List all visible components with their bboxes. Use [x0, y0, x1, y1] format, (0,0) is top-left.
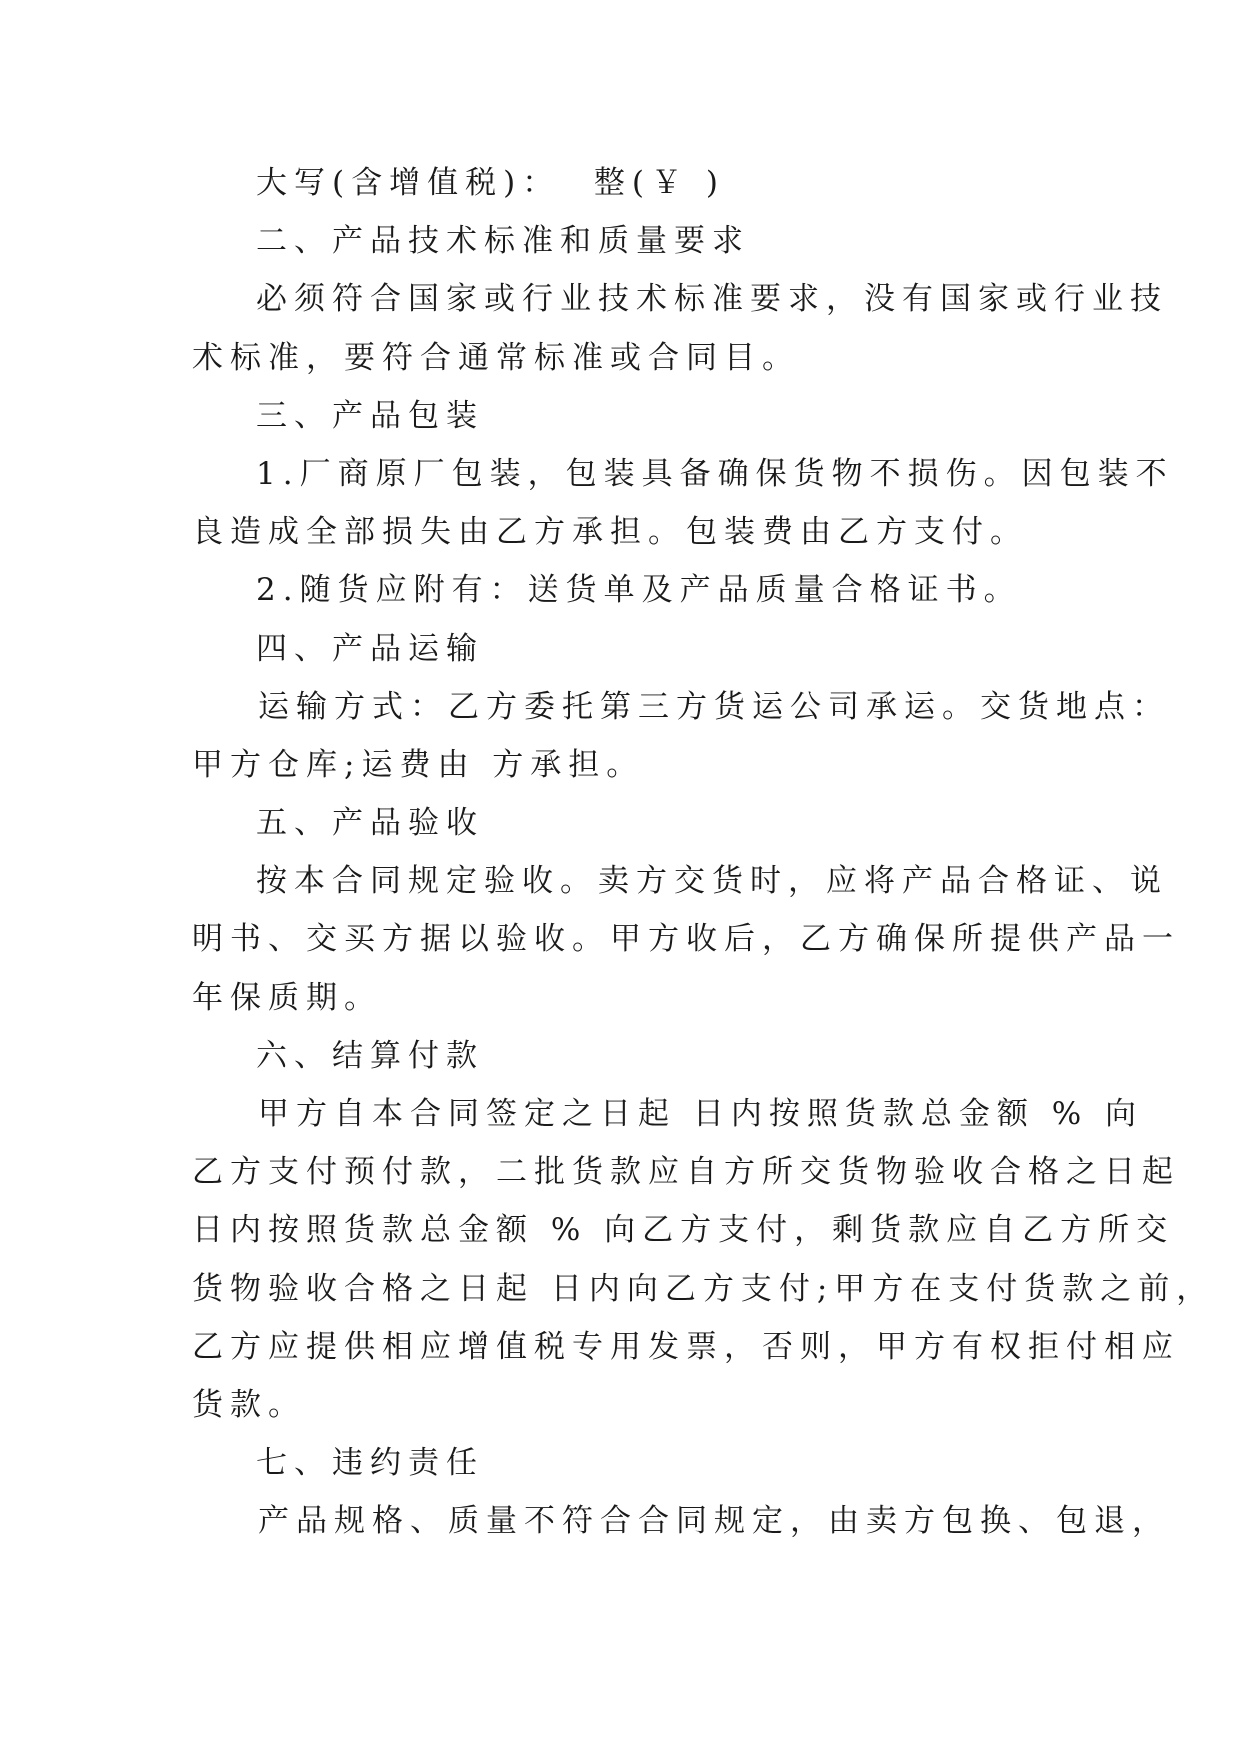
paragraph-line: 按本合同规定验收。卖方交货时，应将产品合格证、说 [256, 863, 1168, 900]
price-capital-line: 大写(含增值税)： 整(￥ ) [256, 165, 725, 201]
paragraph-line: 良造成全部损失由乙方承担。包装费由乙方支付。 [192, 514, 1028, 551]
paragraph-line: 货物验收合格之日起 日内向乙方支付;甲方在支付货款之前， [192, 1270, 1215, 1307]
paragraph-line: 明书、交买方据以验收。甲方收后，乙方确保所提供产品一 [192, 921, 1180, 958]
paragraph-line: 日内按照货款总金额 % 向乙方支付，剩货款应自乙方所交 [192, 1212, 1175, 1249]
paragraph-line: 运输方式：乙方委托第三方货运公司承运。交货地点： [258, 688, 1170, 725]
paragraph-line: 年保质期。 [192, 979, 382, 1016]
section-heading-4: 四、产品运输 [256, 630, 484, 667]
section-heading-3: 三、产品包装 [256, 397, 484, 434]
section-heading-7: 七、违约责任 [256, 1445, 484, 1482]
paragraph-line: 甲方自本合同签定之日起 日内按照货款总金额 % 向 [258, 1096, 1144, 1132]
paragraph-line: 必须符合国家或行业技术标准要求，没有国家或行业技 [256, 281, 1168, 318]
section-heading-2: 二、产品技术标准和质量要求 [256, 223, 750, 260]
section-heading-5: 五、产品验收 [256, 805, 484, 842]
paragraph-line: 甲方仓库;运费由 方承担。 [192, 746, 645, 783]
section-heading-6: 六、结算付款 [256, 1037, 484, 1074]
paragraph-line: 产品规格、质量不符合合同规定，由卖方包换、包退， [258, 1503, 1170, 1540]
paragraph-line: 货款。 [192, 1386, 306, 1423]
paragraph-line: 乙方支付预付款，二批货款应自方所交货物验收合格之日起 [192, 1154, 1180, 1191]
document-page [192, 154, 1215, 1551]
paragraph-line: 术标准，要符合通常标准或合同目。 [192, 339, 800, 376]
paragraph-line: 乙方应提供相应增值税专用发票，否则，甲方有权拒付相应 [192, 1328, 1180, 1365]
paragraph-line: 1.厂商原厂包装，包装具备确保货物不损伤。因包装不 [256, 455, 1174, 492]
paragraph-line: 2.随货应附有：送货单及产品质量合格证书。 [256, 572, 1022, 609]
